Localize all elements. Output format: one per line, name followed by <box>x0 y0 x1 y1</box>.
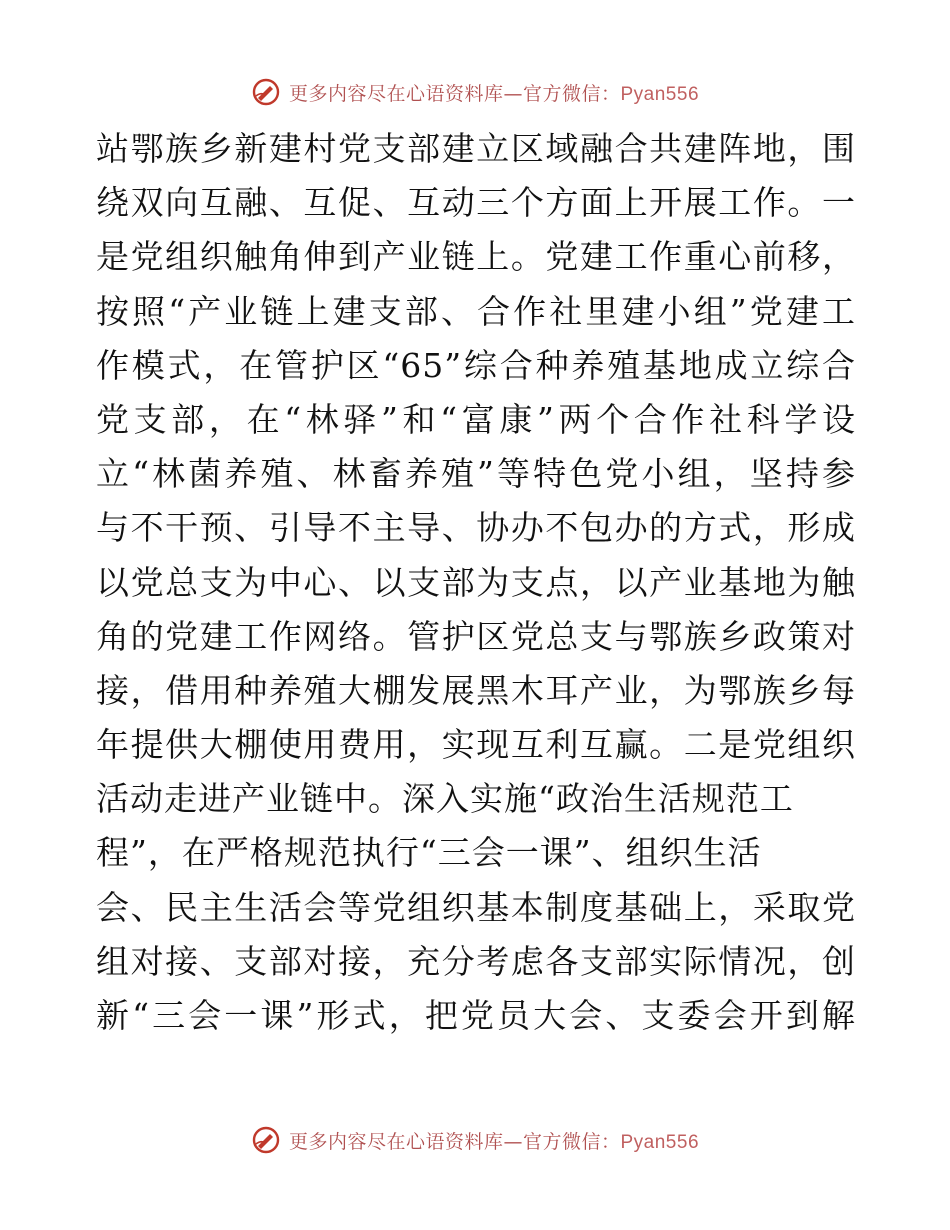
header-watermark <box>0 72 950 112</box>
text-line: 立“林菌养殖、林畜养殖”等特色党小组，坚持参 <box>96 454 856 494</box>
text-line: 接，借用种养殖大棚发展黑木耳产业，为鄂族乡每 <box>96 670 856 710</box>
watermark-wechat-id: Pyan556 <box>620 1131 700 1153</box>
watermark-separator: — <box>503 1130 523 1153</box>
text-line: 组对接、支部对接，充分考虑各支部实际情况，创 <box>96 941 856 981</box>
watermark-slogan: 更多内容尽在心语资料库 <box>288 1130 504 1153</box>
watermark-wechat-id: Pyan556 <box>620 83 700 105</box>
footer-watermark <box>0 1120 950 1160</box>
text-line: 会、民主生活会等党组织基本制度基础上，采取党 <box>96 887 856 927</box>
text-line: 以党总支为中心、以支部为支点，以产业基地为触 <box>96 562 856 602</box>
text-line: 角的党建工作网络。管护区党总支与鄂族乡政策对 <box>96 616 856 656</box>
watermark-text <box>289 1127 699 1154</box>
document-body <box>96 122 856 1043</box>
text-line: 程”，在严格规范执行“三会一课”、组织生活 <box>96 833 762 873</box>
book-pen-logo-icon <box>251 77 281 107</box>
book-pen-logo-icon <box>251 1125 281 1155</box>
text-line: 年提供大棚使用费用，实现互利互赢。二是党组织 <box>96 725 856 765</box>
text-line: 按照“产业链上建支部、合作社里建小组”党建工 <box>96 291 856 331</box>
text-line: 活动走进产业链中。深入实施“政治生活规范工 <box>96 779 794 819</box>
watermark-contact-label: 官方微信： <box>522 82 621 105</box>
text-line: 站鄂族乡新建村党支部建立区域融合共建阵地，围 <box>96 129 856 168</box>
watermark-contact-label: 官方微信： <box>522 1130 621 1153</box>
text-line: 作模式，在管护区“65”综合种养殖基地成立综合 <box>96 345 856 385</box>
watermark-separator: — <box>503 82 523 105</box>
watermark-text <box>289 79 699 106</box>
watermark-slogan: 更多内容尽在心语资料库 <box>288 82 504 105</box>
text-line: 是党组织触角伸到产业链上。党建工作重心前移， <box>96 237 856 277</box>
text-line: 党支部，在“林驿”和“富康”两个合作社科学设 <box>96 399 856 439</box>
text-line: 与不干预、引导不主导、协办不包办的方式，形成 <box>96 508 856 548</box>
text-line: 绕双向互融、互促、互动三个方面上开展工作。一 <box>96 183 856 223</box>
text-line: 新“三会一课”形式，把党员大会、支委会开到解 <box>96 996 856 1035</box>
